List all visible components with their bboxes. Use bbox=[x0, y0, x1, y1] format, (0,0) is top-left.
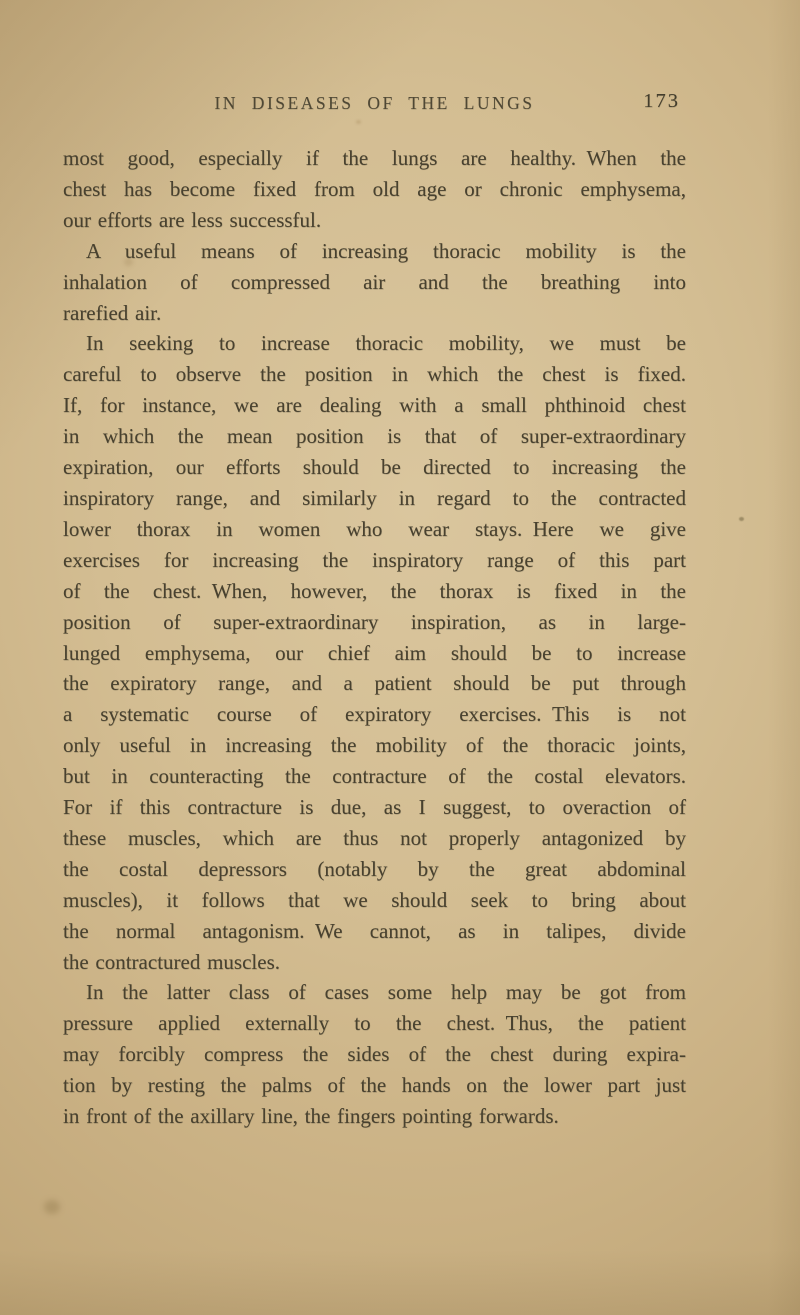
text-line: chest has become fixed from old age or chronic emphysema, bbox=[63, 176, 686, 201]
text-line: careful to observe the position in which the chest is fixed. bbox=[63, 362, 686, 387]
text-line: in which the mean position is that of super-extraordinary bbox=[63, 424, 686, 449]
text-line: muscles), it follows that we should seek to bring about bbox=[63, 887, 686, 912]
text-line: the costal depressors (notably by the great abdominal bbox=[63, 856, 686, 881]
text-line: most good, especially if the lungs are healthy. When the bbox=[63, 146, 686, 170]
text-line: In the latter class of cases some help may be got from bbox=[86, 980, 686, 1005]
text-line: In seeking to increase thoracic mobility, we must be bbox=[86, 331, 686, 356]
text-line: expiration, our efforts should be directed to increasing the bbox=[63, 455, 686, 480]
paragraph bbox=[63, 143, 686, 236]
paragraph bbox=[63, 328, 686, 977]
text-line: the contractured muscles. bbox=[63, 949, 280, 974]
text-line: If, for instance, we are dealing with a small phthinoid chest bbox=[63, 393, 686, 418]
text-line: position of super-extraordinary inspiration, as in large- bbox=[63, 609, 686, 634]
text-line: lower thorax in women who wear stays. Here we give bbox=[63, 516, 686, 541]
text-line: the normal antagonism. We cannot, as in talipes, divide bbox=[63, 918, 686, 943]
text-line: inhalation of compressed air and the breathing into bbox=[63, 269, 686, 294]
text-line: A useful means of increasing thoracic mobility is the bbox=[86, 238, 686, 263]
text-line: rarefied air. bbox=[63, 300, 162, 325]
text-line: inspiratory range, and similarly in regard to the contracted bbox=[63, 485, 686, 510]
paper-speck bbox=[739, 517, 744, 521]
text-line: may forcibly compress the sides of the chest during expira- bbox=[63, 1042, 686, 1067]
running-title: IN DISEASES OF THE LUNGS bbox=[214, 93, 535, 113]
text-line: in front of the axillary line, the fingers pointing forwards. bbox=[63, 1104, 559, 1129]
text-line: a systematic course of expiratory exercises. This is not bbox=[63, 702, 686, 727]
text-line: tion by resting the palms of the hands on the lower part just bbox=[63, 1073, 686, 1098]
page-number: 173 bbox=[643, 90, 680, 112]
text-line: our efforts are less successful. bbox=[63, 207, 322, 232]
text-line: only useful in increasing the mobility of the thoracic joints, bbox=[63, 733, 686, 758]
page-header bbox=[63, 90, 686, 119]
text-line: lunged emphysema, our chief aim should be to increase bbox=[63, 640, 686, 665]
paragraph bbox=[63, 977, 686, 1132]
text-block bbox=[63, 143, 686, 1132]
text-line: but in counteracting the contracture of the costal elevators. bbox=[63, 764, 686, 789]
paragraph bbox=[63, 236, 686, 329]
text-line: of the chest. When, however, the thorax is fixed in the bbox=[63, 578, 686, 603]
text-line: these muscles, which are thus not properly antagonized by bbox=[63, 825, 686, 850]
text-line: the expiratory range, and a patient should be put through bbox=[63, 671, 686, 696]
paper-speck bbox=[356, 120, 361, 124]
paper-smudge bbox=[44, 1200, 60, 1214]
text-line: pressure applied externally to the chest. Thus, the patient bbox=[63, 1011, 686, 1036]
text-line: For if this contracture is due, as I suggest, to overaction of bbox=[63, 795, 686, 820]
text-line: exercises for increasing the inspiratory range of this part bbox=[63, 547, 686, 572]
